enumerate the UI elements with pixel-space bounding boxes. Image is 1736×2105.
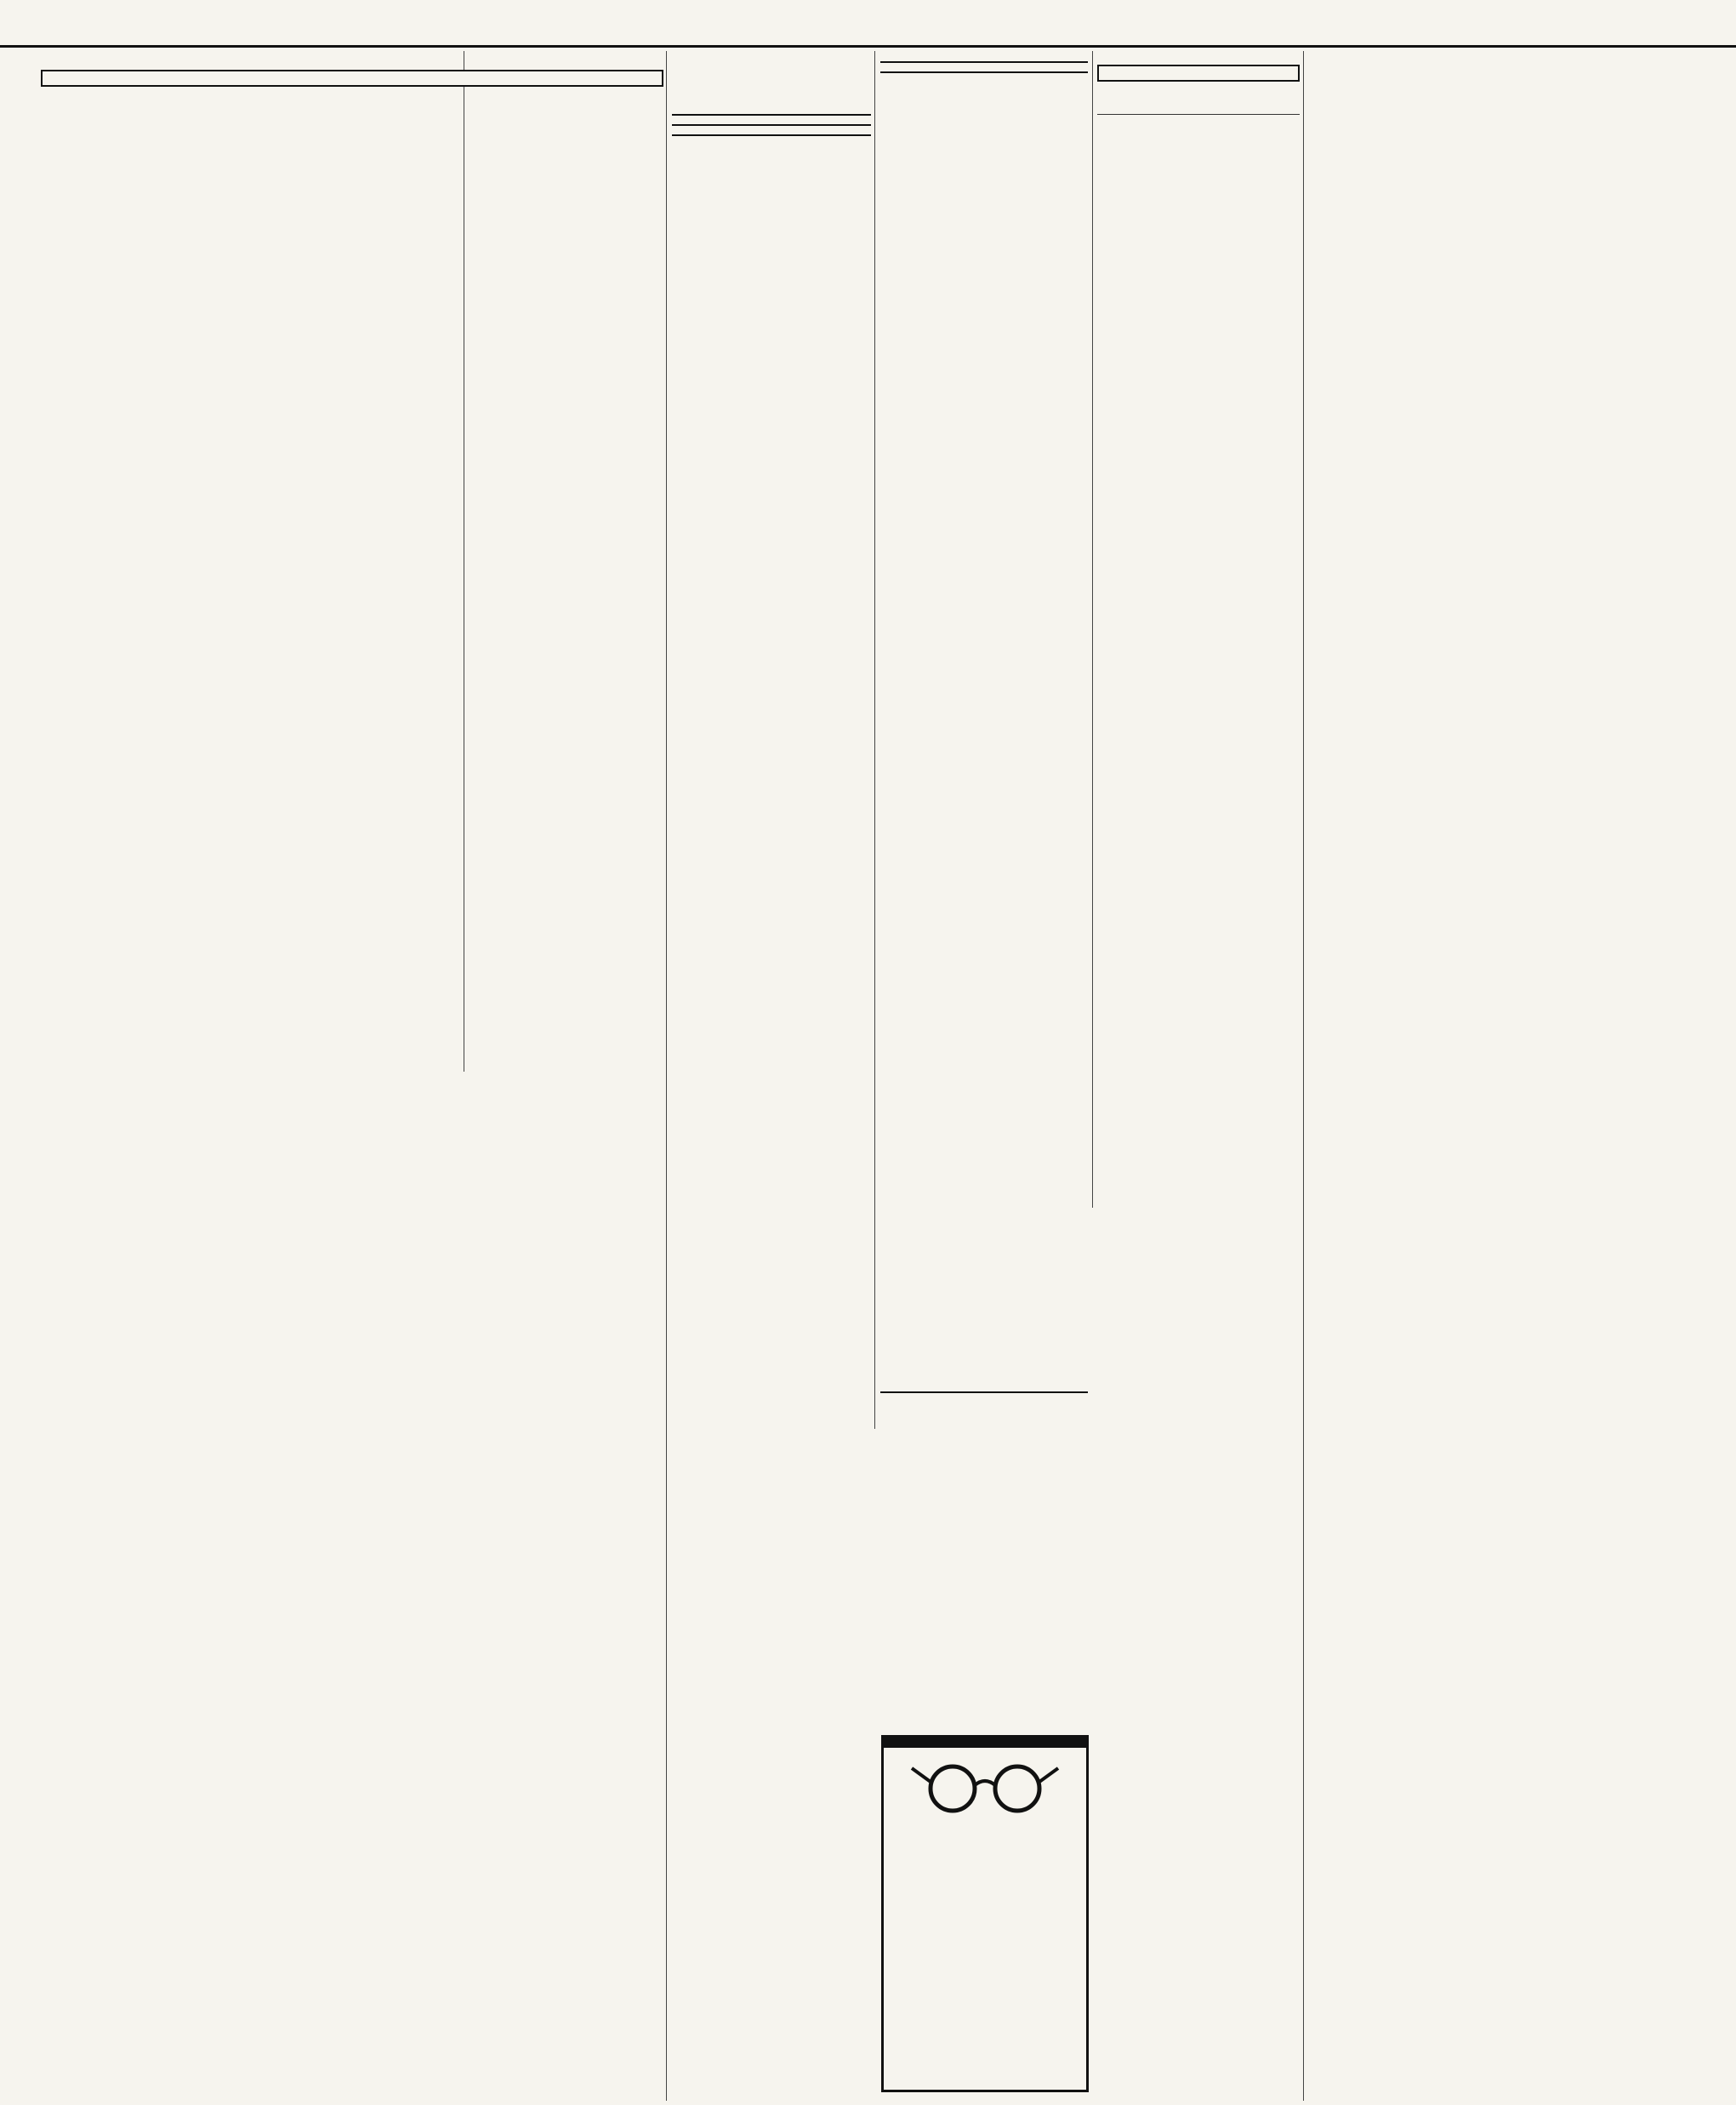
column-rule <box>1092 51 1093 1208</box>
column-3 <box>672 109 871 2103</box>
column-2 <box>470 109 662 1027</box>
eyeglasses-icon <box>908 1756 1062 1816</box>
section-head-brief-items <box>41 70 663 87</box>
rheumatism-advertisement <box>880 1386 1088 1727</box>
masthead <box>0 0 1736 48</box>
column-rule <box>1303 51 1304 2101</box>
column-rule <box>666 51 667 2101</box>
column-5 <box>1097 105 1300 1152</box>
column-rule <box>874 51 875 1429</box>
kaplan-optometrist-ad <box>881 1735 1089 2092</box>
guests-at-local-hotels-box <box>1097 65 1300 82</box>
column-1 <box>44 109 459 1027</box>
kaplan-free-consultation <box>884 1738 1086 1748</box>
column-4 <box>880 56 1088 1383</box>
